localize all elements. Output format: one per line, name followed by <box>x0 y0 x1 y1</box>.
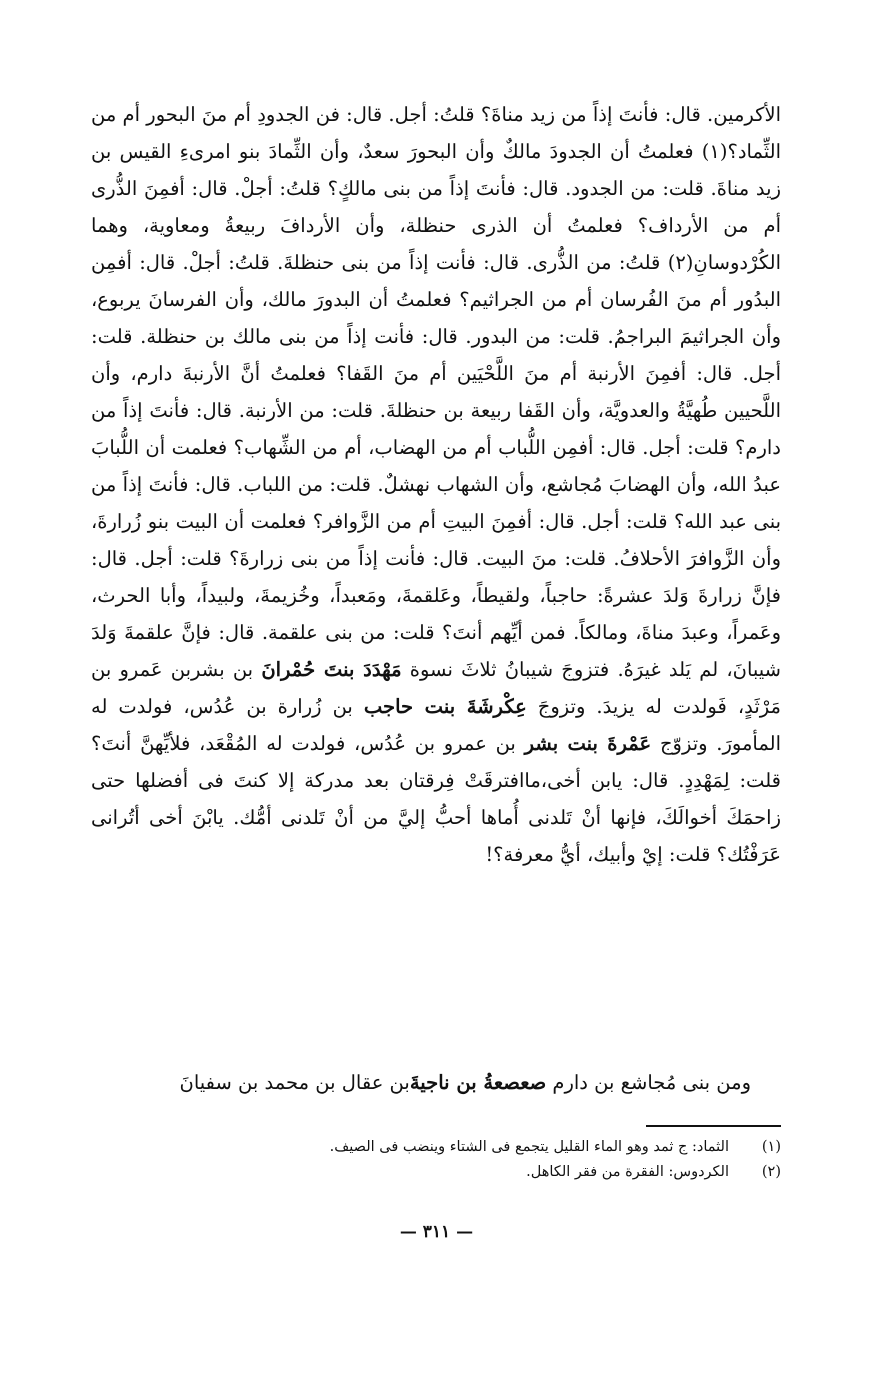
wife-name-amra: عَمْرةَ بنت بشر <box>524 732 652 755</box>
main-body-text <box>91 96 781 873</box>
footnotes-section <box>91 1135 781 1185</box>
highlighted-name: صعصعةُ بن ناجيةَ <box>409 1071 547 1094</box>
footnote-number: (٢) <box>761 1164 781 1180</box>
closing-text-before: ومن بنى مُجاشع بن دارم <box>552 1071 751 1094</box>
wife-name-mahdad: مَهْدَدَ بنتَ حُمْرانَ <box>261 658 402 681</box>
footnote-item <box>91 1160 781 1185</box>
paragraph-text: الأكرمين. قال: فأنتَ إذاً من زيد مناةَ؟ قلتُ: أجل. قال: فن الجدودِ أم منَ البحور أم من الثِّماد؟(١) فعلمتُ أن الجدودَ مالكٌ وأن البحورَ سعدٌ، وأن الثِّمادَ بنو امرىءِ القيس بن زيد مناةَ. قلت: من الجدود. قال: فأنتَ إذاً من بنى مالكٍ؟ قلتُ: أجلْ. قال: أفمِنَ الذُّرى أم من الأرداف؟ فعلمتُ أن الذرى حنظلة، وأن الأردافَ ربيعةُ ومعاوية، وهما الكُرْدوسانِ(٢) قلتُ: من الذُّرى. قال: فأنت إذاً من بنى حنظلةَ. قلتُ: أجلْ. قال: أفمِن البدُور أم منَ الفُرسان أم من الجراثيم؟ فعلمتُ أن البدورَ مالك، وأن الفرسانَ يربوع، وأن الجراثيمَ البراجمُ. قلت: من البدور. قال: فأنت إذاً من بنى مالك بن حنظلة. قلت: أجل. قال: أفمِنَ الأرنبة أم منَ اللَّحْيَين أم منَ القَفا؟ فعلمتُ أنَّ الأرنبةَ دارم، وأن اللَّحيين طُهيَّةُ والعدويَّة، وأن القَفا ربيعة بن حنظلةَ. قلت: من الأرنبة. قال: فأنتَ إذاً من دارم؟ قلت: أجل. قال: أفمِن اللُّباب أم من الهضاب، أم من الشِّهاب؟ فعلمت أن اللُّبابَ عبدُ الله، وأن الهضابَ مُجاشع، وأن الشهاب نهشلٌ. قلت: من اللباب. قال: فأنتَ إذاً من بنى عبد الله؟ قلت: أجل. قال: أفمِنَ البيتِ أم من الزَّوافر؟ فعلمت أن البيت بنو زُرارةَ، وأن الزَّوافرَ الأحلافُ. قلت: منَ البيت. قال: فأنت إذاً من بنى زرارةَ؟ قلت: أجل. قال: فإنَّ زرارةَ وَلدَ عشرةً: حاجباً، ولقيطاً، وعَلقمةَ، ومَعبداً، وخُزيمةَ، ولبيداً، وأبا الحرث، وعَمراً، وعبدَ مناةَ، ومالكاً. فمن أيِّهم أنتَ؟ قلت: من بنى علقمة. قال: فإنَّ علقمةَ وَلدَ شيبانَ، لم يَلد غيرَهُ. فتزوجَ شيبانُ ثلاثَ نسوة <box>91 103 782 681</box>
footnote-item <box>91 1135 781 1160</box>
paragraph-text-continued: بن بشربن عَمرو بن مَرْثَدٍ، فَولدت له يزيدَ. وتزوجَ <box>91 658 781 718</box>
page-number: — ٣١١ — <box>399 1222 474 1242</box>
paragraph-text-continued-3: بن عمرو بن عُدُس، فولدت له المُقْعَد، فلأيِّهنَّ أنتَ؟ قلت: لِمَهْدِدٍ. قال: يابن أخى،ماافترقَتْ فِرقتان بعد مدركة إلا كنتَ فى أفضلها حتى زاحمَكَ أخوالَكَ، فإنها أنْ تَلدنى أُماها أحبُّ إليَّ من أنْ تَلدنى أمُّك. يابْنَ أخى أتُرانى عَرَفْتُك؟ قلت: إيْ وأبيك، أيُّ معرفة؟! <box>91 732 781 866</box>
footnote-divider <box>646 1125 781 1127</box>
footnote-text: الكردوس: الفقرة من فقر الكاهل. <box>526 1164 729 1180</box>
main-paragraph <box>91 96 781 873</box>
wife-name-ikrisha: عِكْرشَةَ بنت حاجب <box>363 695 527 718</box>
paragraph-text-continued-2: بن زُرارة بن عُدُس، فولدت له المأمورَ. وتزوّج <box>91 695 781 755</box>
footnote-text: الثماد: ج ثمد وهو الماء القليل يتجمع فى الشتاء وينضب فى الصيف. <box>329 1139 729 1155</box>
footnote-number: (١) <box>761 1139 781 1155</box>
closing-text-after: بن عقال بن محمد بن سفيانَ <box>179 1071 410 1094</box>
closing-paragraph <box>91 1064 781 1101</box>
